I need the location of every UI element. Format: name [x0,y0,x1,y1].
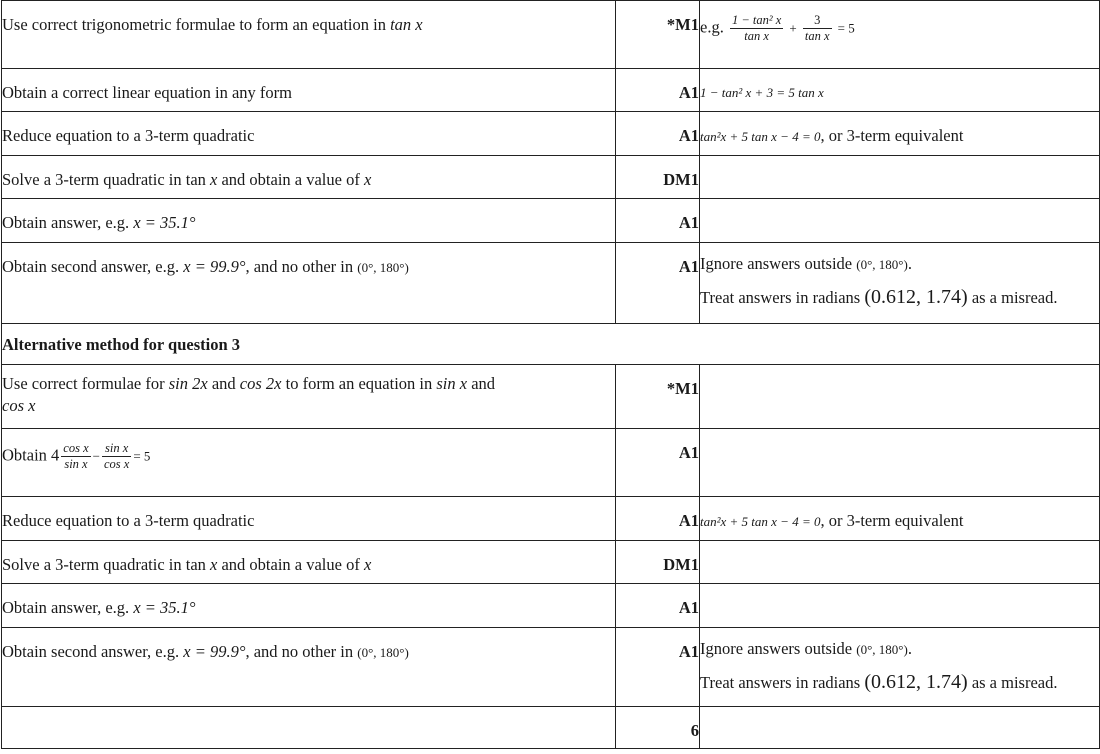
guidance-equation: tan²x + 5 tan x − 4 = 0 [700,129,821,144]
equals-value: = 5 [837,20,855,36]
mark-cell [616,628,700,707]
fraction-denominator: cos x [103,457,130,471]
table-row [2,324,1100,365]
table-row [2,584,1100,628]
guidance-line [700,286,1099,309]
interval: (0°, 180°) [357,260,409,275]
table-row [2,429,1100,497]
table-row [2,1,1100,69]
total-mark-cell [616,707,700,749]
guidance-text: . [907,639,912,658]
fraction [803,13,832,44]
description-text: Reduce equation to a 3-term quadratic [2,126,255,145]
math-variable: x [210,555,218,574]
interval: (0.612, 1.74) [864,671,968,693]
math-expression: x = 35.1° [133,213,196,232]
mark-code: A1 [678,213,699,232]
description-cell [2,707,616,749]
mark-cell [616,156,700,199]
table-row [2,199,1100,243]
description-text: Obtain 4 [2,445,60,465]
description-text: and obtain a value of [217,170,364,189]
fraction-numerator: 1 − tan² x [731,13,782,27]
obtain-equation [2,429,615,472]
table-row [2,365,1100,429]
description-text: Obtain answer, e.g. [2,213,134,232]
guidance-cell [700,707,1100,749]
mark-cell [616,199,700,243]
guidance-cell [700,1,1100,69]
description-cell [2,497,616,541]
description-cell [2,243,616,324]
guidance-text: , or 3-term equivalent [820,126,964,145]
description-cell [2,541,616,584]
mark-cell [616,69,700,112]
fraction-numerator: 3 [803,13,832,29]
interval: (0°, 180°) [856,257,908,272]
guidance-equation [700,1,1099,44]
section-heading: Alternative method for question 3 [2,324,1100,365]
mark-code: DM1 [663,170,699,189]
math-expression: x = 35.1° [133,598,196,617]
mark-code: A1 [678,511,699,530]
total-marks: 6 [690,721,699,740]
description-cell [2,112,616,156]
math-expression: tan x [390,15,423,34]
mark-cell [616,497,700,541]
description-text: and [207,374,240,393]
guidance-text: Ignore answers outside [700,639,857,658]
guidance-text: . [907,254,912,273]
guidance-cell [700,199,1100,243]
description-cell [2,429,616,497]
table-row [2,243,1100,324]
guidance-text: Treat answers in radians [700,288,865,307]
guidance-equation: 1 − tan² x + 3 = 5 tan x [700,85,824,100]
table-row-total [2,707,1100,749]
guidance-text: , or 3-term equivalent [820,511,964,530]
interval: (0°, 180°) [357,645,409,660]
guidance-cell [700,497,1100,541]
description-text: Reduce equation to a 3-term quadratic [2,511,255,530]
description-cell [2,628,616,707]
fraction [61,441,90,472]
description-text: and [467,374,496,393]
description-text: , and no other in [245,257,358,276]
description-cell [2,1,616,69]
guidance-line [700,253,1099,276]
mark-cell [616,112,700,156]
description-text: Use correct formulae for [2,374,169,393]
mark-code: A1 [678,598,699,617]
mark-code: *M1 [666,379,699,398]
mark-code: A1 [678,83,699,102]
guidance-cell [700,243,1100,324]
fraction-denominator: tan x [744,29,769,43]
fraction-denominator: sin x [64,457,88,471]
guidance-line [700,671,1099,694]
guidance-cell [700,69,1100,112]
table-row [2,112,1100,156]
mark-code: A1 [678,126,699,145]
fraction-numerator: cos x [63,441,89,455]
fraction [730,13,783,44]
guidance-cell [700,628,1100,707]
table-row [2,497,1100,541]
mark-cell [616,365,700,429]
description-cell [2,156,616,199]
math-variable: x [210,170,218,189]
math-expression: sin 2x [168,374,208,393]
guidance-cell [700,112,1100,156]
description-text: Obtain a correct linear equation in any form [2,83,293,102]
math-variable: x [363,170,372,189]
table-row [2,69,1100,112]
mark-code: A1 [678,257,699,276]
description-text: Obtain second answer, e.g. [2,257,184,276]
description-text: and obtain a value of [217,555,364,574]
description-cell [2,69,616,112]
table-row [2,628,1100,707]
description-text: Use correct trigonometric formulae to form an equation in [2,15,391,34]
mark-code: DM1 [663,555,699,574]
description-text: Obtain answer, e.g. [2,598,134,617]
guidance-text: Treat answers in radians [700,673,865,692]
mark-code: A1 [678,642,699,661]
description-text: Obtain second answer, e.g. [2,642,184,661]
guidance-prefix: e.g. [700,17,724,37]
mark-cell [616,1,700,69]
fraction [102,441,131,472]
mark-cell [616,429,700,497]
interval: (0°, 180°) [856,642,908,657]
guidance-cell [700,541,1100,584]
guidance-cell [700,584,1100,628]
interval: (0.612, 1.74) [864,286,968,308]
description-cell [2,199,616,243]
guidance-text: as a misread. [967,288,1058,307]
description-text: , and no other in [245,642,358,661]
equals-value: = 5 [133,448,151,464]
mark-cell [616,584,700,628]
description-text: to form an equation in [281,374,437,393]
math-expression: cos 2x [239,374,282,393]
guidance-text: as a misread. [967,673,1058,692]
mark-code: A1 [678,443,699,462]
math-variable: x [363,555,372,574]
guidance-text: Ignore answers outside [700,254,857,273]
description-cell [2,584,616,628]
math-expression: x = 99.9° [183,257,246,276]
guidance-equation: tan²x + 5 tan x − 4 = 0 [700,514,821,529]
description-text: Solve a 3-term quadratic in tan [2,170,211,189]
mark-code: *M1 [666,15,699,34]
mark-cell [616,243,700,324]
guidance-cell [700,156,1100,199]
guidance-cell [700,365,1100,429]
mark-cell [616,541,700,584]
table-row [2,541,1100,584]
math-expression: sin x [436,374,468,393]
guidance-cell [700,429,1100,497]
plus-sign: + [789,20,797,36]
table-row [2,156,1100,199]
math-expression: cos x [2,396,36,415]
guidance-line [700,638,1099,661]
fraction-numerator: sin x [102,441,131,457]
mark-scheme-table [1,0,1100,749]
description-text: Solve a 3-term quadratic in tan [2,555,211,574]
minus-sign: − [92,448,100,464]
description-cell [2,365,616,429]
math-expression: x = 99.9° [183,642,246,661]
fraction-denominator: tan x [804,29,830,43]
